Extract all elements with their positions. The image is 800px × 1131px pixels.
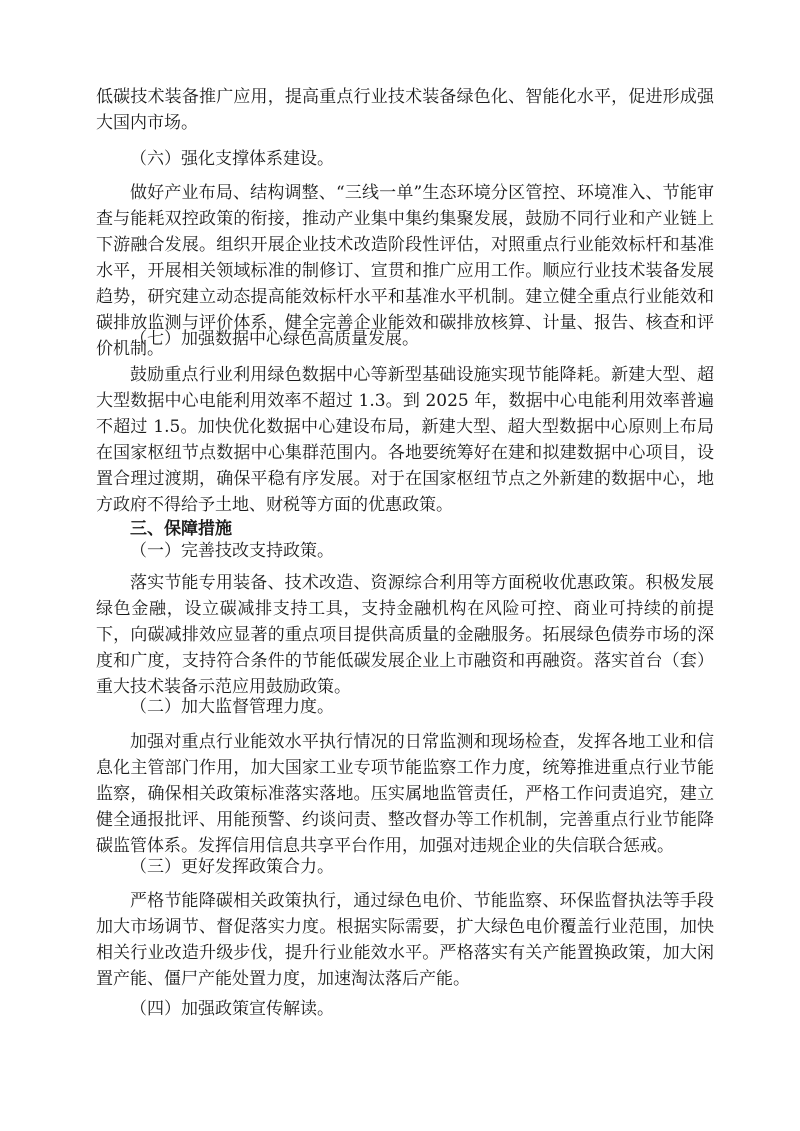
paragraph-3-1: 落实节能专用装备、技术改造、资源综合利用等方面税收优惠政策。积极发展绿色金融，设立碳减排支持工具，支持金融机构在风险可控、商业可持续的前提下，向碳减排效应显著的重点项目提供高质量的金融服务。拓展绿色债券市场的深度和广度，支持符合条件的节能低碳发展企业上市融资和再融资。落实首台（套）重大技术装备示范应用鼓励政策。: [96, 573, 714, 697]
section-heading-3: 三、保障措施: [130, 519, 232, 539]
paragraph-3-2: 加强对重点行业能效水平执行情况的日常监测和现场检查，发挥各地工业和信息化主管部门作用，加大国家工业专项节能监察工作力度，统筹推进重点行业节能监察，确保相关政策标准落实落地。压实属地监管责任，严格工作问责追究，建立健全通报批评、用能预警、约谈问责、整改督办等工作机制，完善重点行业节能降碳监管体系。发挥信用信息共享平台作用，加强对违规企业的失信联合惩戒。: [96, 732, 714, 856]
paragraph-7: 鼓励重点行业利用绿色数据中心等新型基础设施实现节能降耗。新建大型、超大型数据中心电能利用效率不超过 1.3。到 2025 年，数据中心电能利用效率普遍不超过 1.5。加快优化数据中心建设布局，新建大型、超大型数据中心原则上布局在国家枢纽节点数据中心集群范围内。各地要统筹好在建和拟建数据中心项目，设置合理过渡期，确保平稳有序发展。对于在国家枢纽节点之外新建的数据中心，地方政府不得给予土地、财税等方面的优惠政策。: [96, 365, 714, 515]
paragraph-3-3: 严格节能降碳相关政策执行，通过绿色电价、节能监察、环保监督执法等手段加大市场调节、督促落实力度。根据实际需要，扩大绿色电价覆盖行业范围，加快相关行业改造升级步伐，提升行业能效水平。严格落实有关产能置换政策，加大闲置产能、僵尸产能处置力度，加速淘汰落后产能。: [96, 891, 714, 989]
subheading-3-3: （三）更好发挥政策合力。: [130, 857, 334, 877]
subheading-6: （六）强化支撑体系建设。: [130, 149, 334, 169]
paragraph-intro: 低碳技术装备推广应用，提高重点行业技术装备绿色化、智能化水平，促进形成强大国内市场。: [96, 87, 714, 133]
subheading-3-2: （二）加大监督管理力度。: [130, 697, 334, 717]
subheading-3-4: （四）加强政策宣传解读。: [130, 999, 334, 1019]
subheading-7: （七）加强数据中心绿色高质量发展。: [130, 329, 419, 349]
paragraph-6: 做好产业布局、结构调整、“三线一单”生态环境分区管控、环境准入、节能审查与能耗双控政策的衔接，推动产业集中集约集聚发展，鼓励不同行业和产业链上下游融合发展。组织开展企业技术改造阶段性评估，对照重点行业能效标杆和基准水平，开展相关领域标准的制修订、宣贯和推广应用工作。顺应行业技术装备发展趋势，研究建立动态提高能效标杆水平和基准水平机制。建立健全重点行业能效和碳排放监测与评价体系，健全完善企业能效和碳排放核算、计量、报告、核查和评价机制。: [96, 183, 714, 359]
subheading-3-1: （一）完善技改支持政策。: [130, 541, 334, 561]
